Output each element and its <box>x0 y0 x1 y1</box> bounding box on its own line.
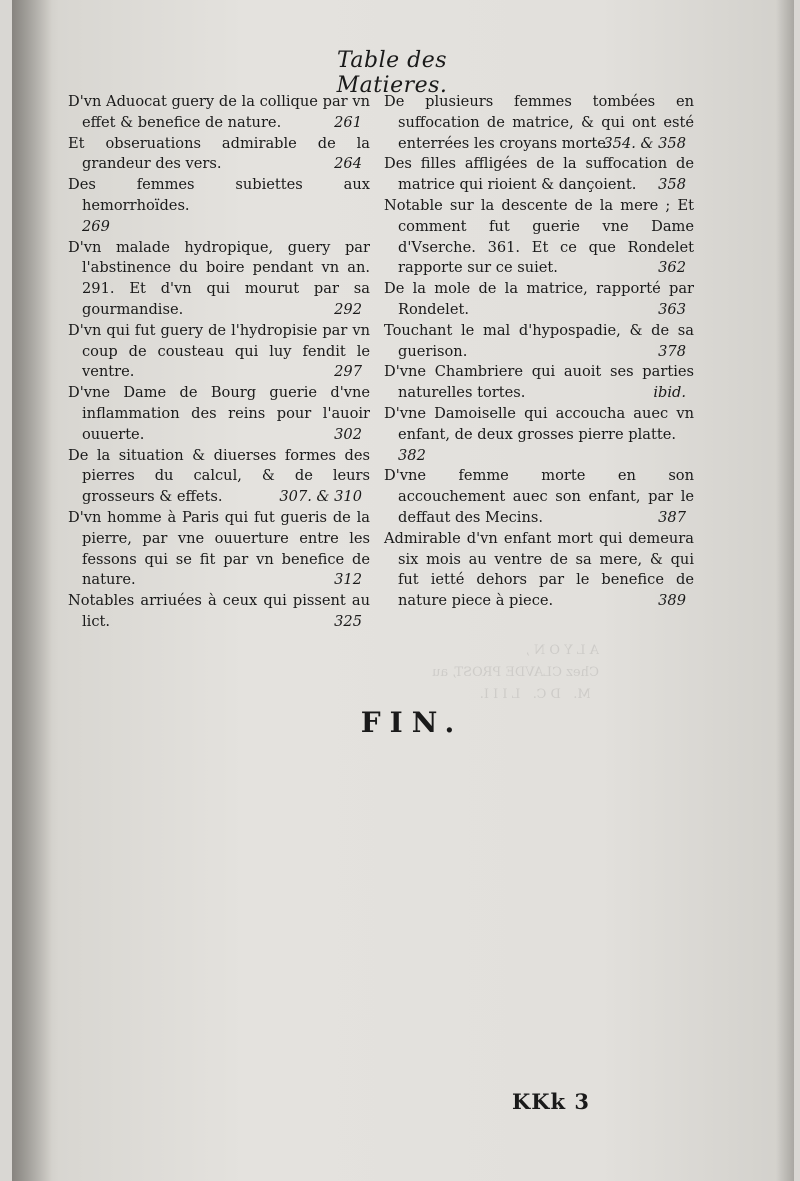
index-entry <box>68 446 370 508</box>
index-entry <box>384 529 694 612</box>
index-entry <box>68 383 370 445</box>
entry-page: 297 <box>334 363 362 381</box>
entry-page: 387 <box>658 508 686 526</box>
index-entry <box>384 362 694 404</box>
entry-page: 307. & 310 <box>279 488 362 506</box>
entry-page: 362 <box>658 259 686 277</box>
entry-text: Et obseruations admirable de la grandeur des vers. <box>68 134 370 173</box>
running-head: Table des Matieres. <box>336 48 448 98</box>
entry-text: De plusieurs femmes tombées en suffocation de matrice, & qui ont esté enterrées les croyans morte. <box>384 93 694 152</box>
index-entry <box>384 321 694 363</box>
index-entry <box>384 92 694 154</box>
entry-page: 325 <box>334 612 362 630</box>
entry-page: 292 <box>334 300 362 318</box>
right-column <box>384 92 694 612</box>
entry-text: D'vne femme morte en son accouchement auec son enfant, par le deffaut des Mecins. <box>384 467 694 526</box>
entry-text: D'vne Chambriere qui auoit ses parties naturelles tortes. <box>384 363 694 402</box>
entry-page: 389 <box>658 592 686 610</box>
entry-text: Des femmes subiettes aux hemorrhoïdes. <box>68 176 370 214</box>
entry-text: Notables arriuées à ceux qui pissent au lict. <box>68 592 370 630</box>
entry-page: 358 <box>658 176 686 194</box>
entry-page: 354. & 358 <box>603 134 686 152</box>
index-entry <box>384 466 694 528</box>
entry-text: D'vn Aduocat guery de la collique par vn effet & benefice de nature. <box>68 93 370 131</box>
index-entry <box>68 134 370 176</box>
bleed-through-text: A L Y O N , Chez CLAVDE PROST, au M. D C. L I I I. <box>432 643 599 702</box>
index-entry <box>384 279 694 321</box>
index-entry <box>384 404 694 466</box>
entry-page: 264 <box>334 155 362 173</box>
entry-page: 261 <box>334 113 362 131</box>
entry-text: Admirable d'vn enfant mort qui demeura six mois au ventre de sa mere, & qui fut ietté dehors par le benefice de nature piece à piece. <box>384 529 694 610</box>
entry-page: 378 <box>658 342 686 360</box>
entry-text: D'vn malade hydropique, guery par l'abstinence du boire pendant vn an. 291. Et d'vn qui mourut par sa gourmandise. <box>68 238 370 318</box>
entry-text: Des filles affligées de la suffocation de matrice qui rioient & dançoient. <box>384 155 694 194</box>
index-entry <box>384 196 694 279</box>
index-entry <box>68 175 370 237</box>
left-column <box>68 92 370 633</box>
entry-page: 302 <box>334 425 362 443</box>
entry-text: D'vne Dame de Bourg guerie d'vne inflammation des reins pour l'auoir ouuerte. <box>68 384 370 443</box>
entry-page: 269 <box>82 217 110 235</box>
entry-text: Touchant le mal d'hypospadie, & de sa guerison. <box>384 321 694 360</box>
book-page <box>12 0 794 1181</box>
entry-page: 363 <box>658 300 686 318</box>
entry-page: 382 <box>398 446 426 464</box>
fin-heading: FIN. <box>360 706 464 739</box>
index-entry <box>68 591 370 633</box>
entry-text: D'vne Damoiselle qui accoucha auec vn enfant, de deux grosses pierre platte. <box>384 404 694 443</box>
signature-mark: KKk 3 <box>512 1089 590 1114</box>
entry-text: De la situation & diuerses formes des pierres du calcul, & de leurs grosseurs & effets. <box>68 446 370 506</box>
index-entry <box>68 238 370 321</box>
index-entry <box>384 154 694 196</box>
entry-page: ibid. <box>653 384 686 402</box>
entry-page: 312 <box>334 571 362 589</box>
entry-text: D'vn qui fut guery de l'hydropisie par vn coup de cousteau qui luy fendit le ventre. <box>68 321 370 381</box>
index-entry <box>68 92 370 134</box>
entry-text: De la mole de la matrice, rapporté par Rondelet. <box>384 280 694 318</box>
entry-text: Notable sur la descente de la mere ; Et comment fut guerie vne Dame d'Vserche. 361. Et ce que Rondelet rapporte sur ce suiet. <box>384 196 694 277</box>
index-entry <box>68 508 370 591</box>
entry-text: D'vn homme à Paris qui fut gueris de la pierre, par vne ouuerture entre les fessons qui se fit par vn benefice de nature. <box>68 508 370 589</box>
index-entry <box>68 321 370 383</box>
